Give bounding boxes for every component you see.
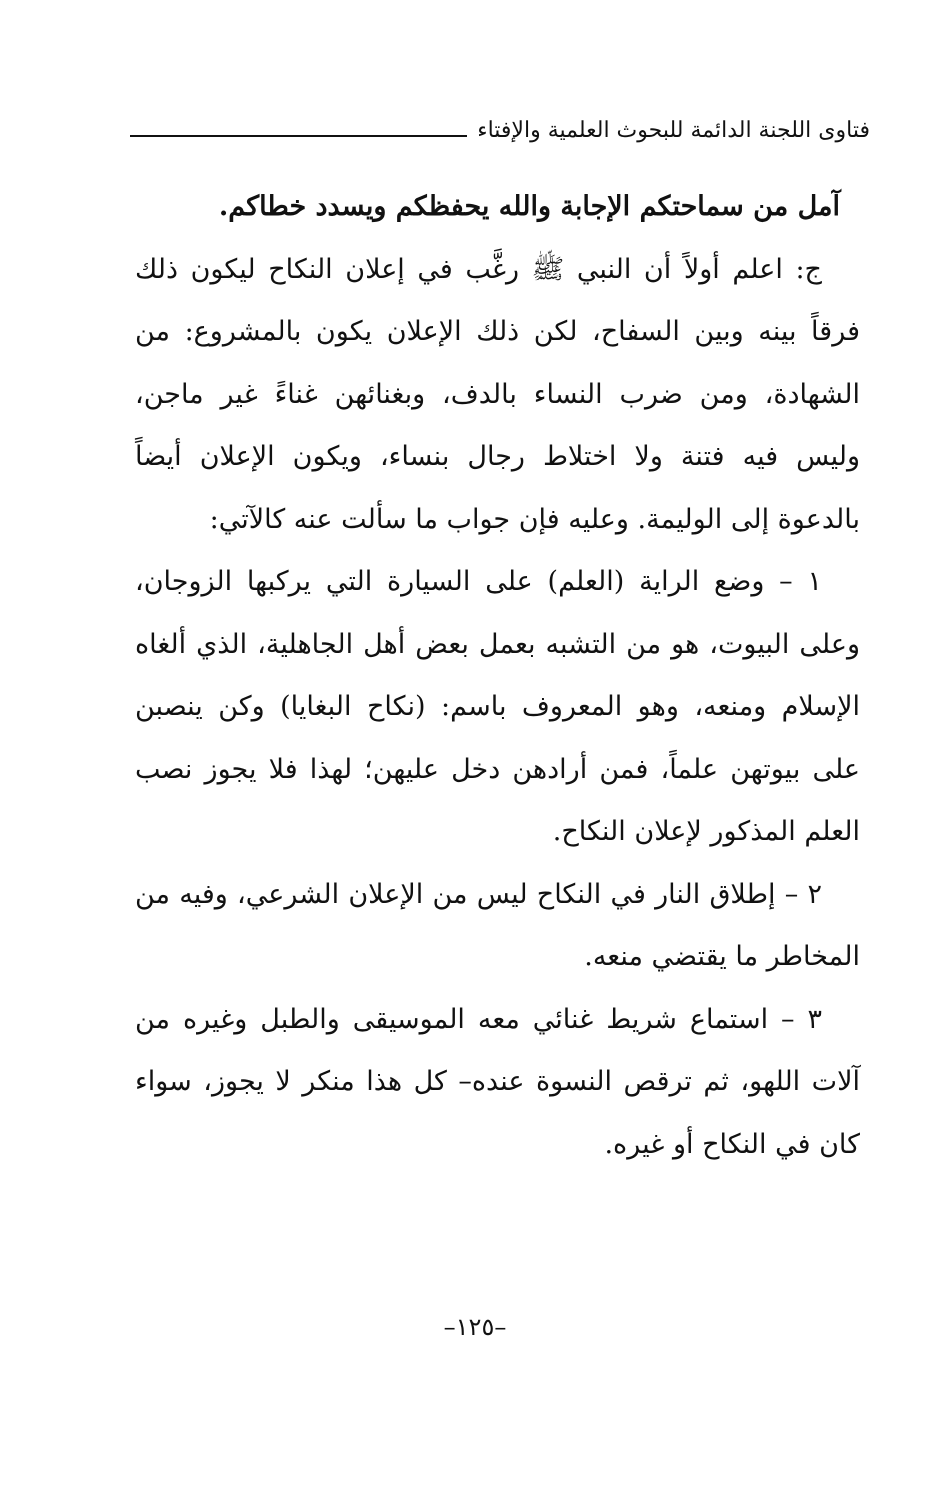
answer-point-3: ٣ – استماع شريط غنائي معه الموسيقى والطبل وغيره من آلات اللهو، ثم ترقص النسوة عنده– كل هذا منكر لا يجوز، سواء كان في النكاح أو غيره. <box>135 1003 860 1160</box>
answer-point-2: ٢ – إطلاق النار في النكاح ليس من الإعلان الشرعي، وفيه من المخاطر ما يقتضي منعه. <box>135 878 860 972</box>
running-header-title: فتاوى اللجنة الدائمة للبحوث العلمية والإفتاء <box>477 118 870 143</box>
question-closing-line: آمل من سماحتكم الإجابة والله يحفظكم ويسدد خطاكم. <box>218 191 840 222</box>
running-header <box>130 118 870 144</box>
answer-paragraph: ج: اعلم أولاً أن النبي ﷺ رغَّب في إعلان النكاح ليكون ذلك فرقاً بينه وبين السفاح، لكن ذلك الإعلان يكون بالمشروع: من الشهادة، ومن ضرب النساء بالدف، وبغنائهن غناءً غير ماجن، وليس فيه فتنة ولا اختلاط رجال بنساء، ويكون الإعلان أيضاً بالدعوة إلى الوليمة. وعليه فإن جواب ما سألت عنه كالآتي: <box>135 253 860 535</box>
header-rule <box>130 135 467 137</box>
page-number: –١٢٥– <box>443 1313 507 1341</box>
body-text <box>135 176 860 1176</box>
answer-point-1: ١ – وضع الراية (العلم) على السيارة التي يركبها الزوجان، وعلى البيوت، هو من التشبه بعمل بعض أهل الجاهلية، الذي ألغاه الإسلام ومنعه، وهو المعروف باسم: (نكاح البغايا) وكن ينصبن على بيوتهن علماً، فمن أرادهن دخل عليهن؛ لهذا فلا يجوز نصب العلم المذكور لإعلان النكاح. <box>135 566 860 847</box>
